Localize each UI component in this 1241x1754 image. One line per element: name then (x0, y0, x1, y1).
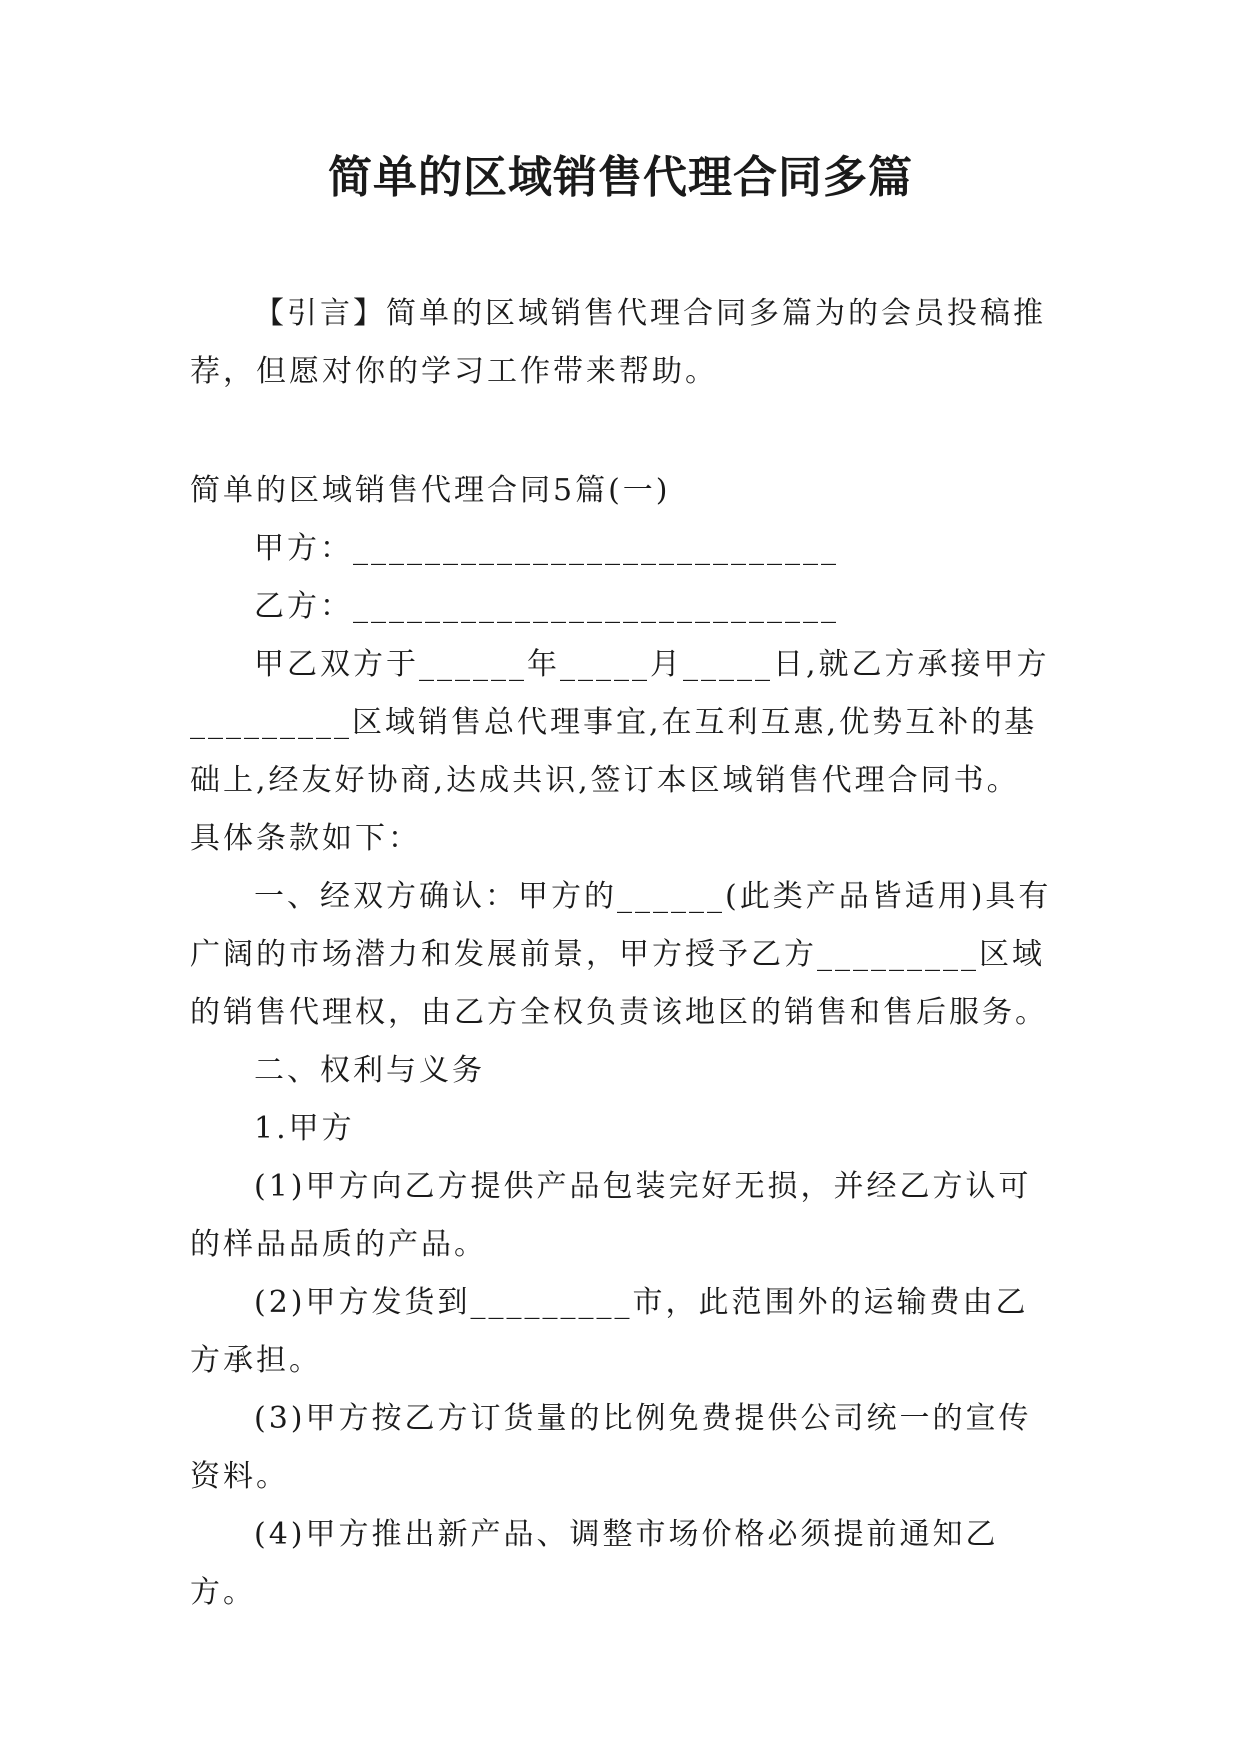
intro-block (190, 285, 1052, 401)
party-a-line: 甲方：___________________________ (254, 531, 839, 566)
contract-body (190, 462, 1052, 1622)
item-2-paragraph: (2)甲方发货到_________市，此范围外的运输费由乙方承担。 (190, 1285, 1029, 1378)
item-4-paragraph: (4)甲方推出新产品、调整市场价格必须提前通知乙方。 (190, 1517, 999, 1610)
document-title: 简单的区域销售代理合同多篇 (328, 152, 913, 203)
sub-heading-party-a: 1.甲方 (254, 1111, 355, 1146)
clause-1-paragraph: 一、经双方确认：甲方的______(此类产品皆适用)具有广阔的市场潜力和发展前景，甲方授予乙方_________区域的销售代理权，由乙方全权负责该地区的销售和售后服务。 (190, 879, 1052, 1030)
section-heading: 简单的区域销售代理合同5篇(一) (190, 473, 671, 508)
clause-2-heading: 二、权利与义务 (254, 1053, 485, 1088)
item-1-paragraph: (1)甲方向乙方提供产品包装完好无损，并经乙方认可的样品品质的产品。 (190, 1169, 1032, 1262)
preamble-paragraph: 甲乙双方于______年_____月_____日,就乙方承接甲方_________区域销售总代理事宜,在互利互惠,优势互补的基础上,经友好协商,达成共识,签订本区域销售代理合同书。具体条款如下： (190, 647, 1050, 856)
party-b-line: 乙方：___________________________ (254, 589, 839, 624)
item-3-paragraph: (3)甲方按乙方订货量的比例免费提供公司统一的宣传资料。 (190, 1401, 1032, 1494)
intro-paragraph: 【引言】简单的区域销售代理合同多篇为的会员投稿推荐，但愿对你的学习工作带来帮助。 (190, 296, 1046, 389)
